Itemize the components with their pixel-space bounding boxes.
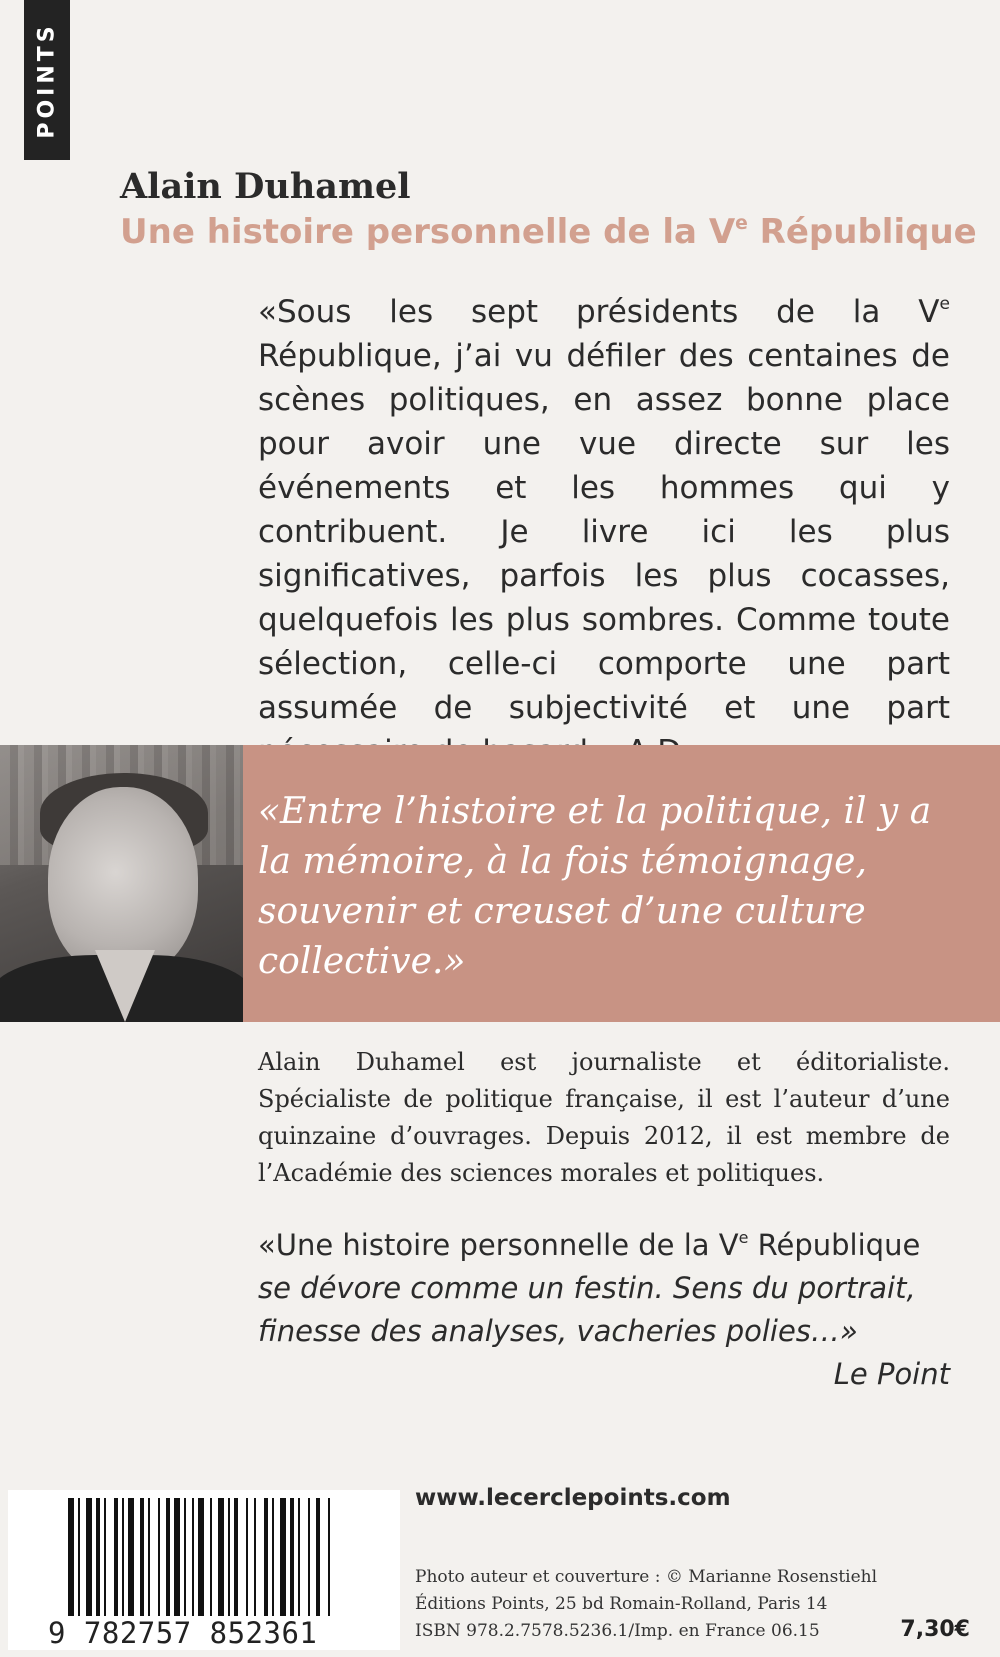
credit-photo: Photo auteur et couverture : © Marianne Rosenstiehl xyxy=(415,1567,878,1587)
quote-band xyxy=(0,745,1000,1022)
book-title xyxy=(120,212,977,252)
book-title-part1: Une histoire personnelle de la V xyxy=(120,212,736,252)
price: 7,30€ xyxy=(900,1617,970,1642)
main-quote-line1-end: République, xyxy=(258,338,442,374)
points-logo xyxy=(24,0,70,160)
review-line-1-start: «Une histoire personnelle de la V xyxy=(258,1228,739,1262)
review-line-1-end: République xyxy=(748,1228,921,1262)
review-line-1 xyxy=(258,1224,950,1267)
website-link[interactable]: www.lecerclepoints.com xyxy=(415,1485,731,1511)
barcode-digits: 9 782757 852361 xyxy=(48,1616,318,1650)
main-quote xyxy=(258,290,950,774)
points-logo-text: POINTS xyxy=(34,21,60,139)
main-quote-body: j’ai vu défiler des centaines de scènes politiques, en assez bonne place pour avoir une vue directe sur les événements et les hommes qui y contribuent. Je livre ici les plus significatives, parfois les plus cocasses, quelquefois les plus sombres. Comme toute sélection, celle-ci comporte une part assumée de subjectivité et une part xyxy=(258,338,950,726)
barcode xyxy=(8,1490,400,1650)
barcode-bars xyxy=(68,1498,398,1616)
review-source: Le Point xyxy=(833,1357,950,1391)
author-photo xyxy=(0,745,243,1022)
review-line-3: finesse des analyses, vacheries polies…» xyxy=(258,1314,858,1348)
main-quote-start: «Sous les sept présidents de la V xyxy=(258,294,940,330)
main-quote-superscript: e xyxy=(939,294,950,315)
credit-isbn: ISBN 978.2.7578.5236.1/Imp. en France 06.15 xyxy=(415,1621,820,1641)
author-bio: Alain Duhamel est journaliste et éditorialiste. Spécialiste de politique française, il est l’auteur d’une quinzaine d’ouvrages. Depuis 2012, il est membre de l’Académie des sciences morales et politiques. xyxy=(258,1048,950,1187)
credits xyxy=(415,1564,975,1645)
review-line-2: se dévore comme un festin. Sens du portrait, xyxy=(258,1271,916,1305)
book-title-part2: République xyxy=(747,212,977,252)
author-name: Alain Duhamel xyxy=(120,166,411,207)
review-superscript: e xyxy=(738,1228,749,1248)
book-title-superscript: e xyxy=(735,212,748,234)
credit-publisher: Éditions Points, 25 bd Romain-Rolland, Paris 14 xyxy=(415,1594,828,1614)
band-quote: «Entre l’histoire et la politique, il y a la mémoire, à la fois témoignage, souvenir et creuset d’une culture collective.» xyxy=(258,791,932,982)
press-review xyxy=(258,1224,950,1396)
